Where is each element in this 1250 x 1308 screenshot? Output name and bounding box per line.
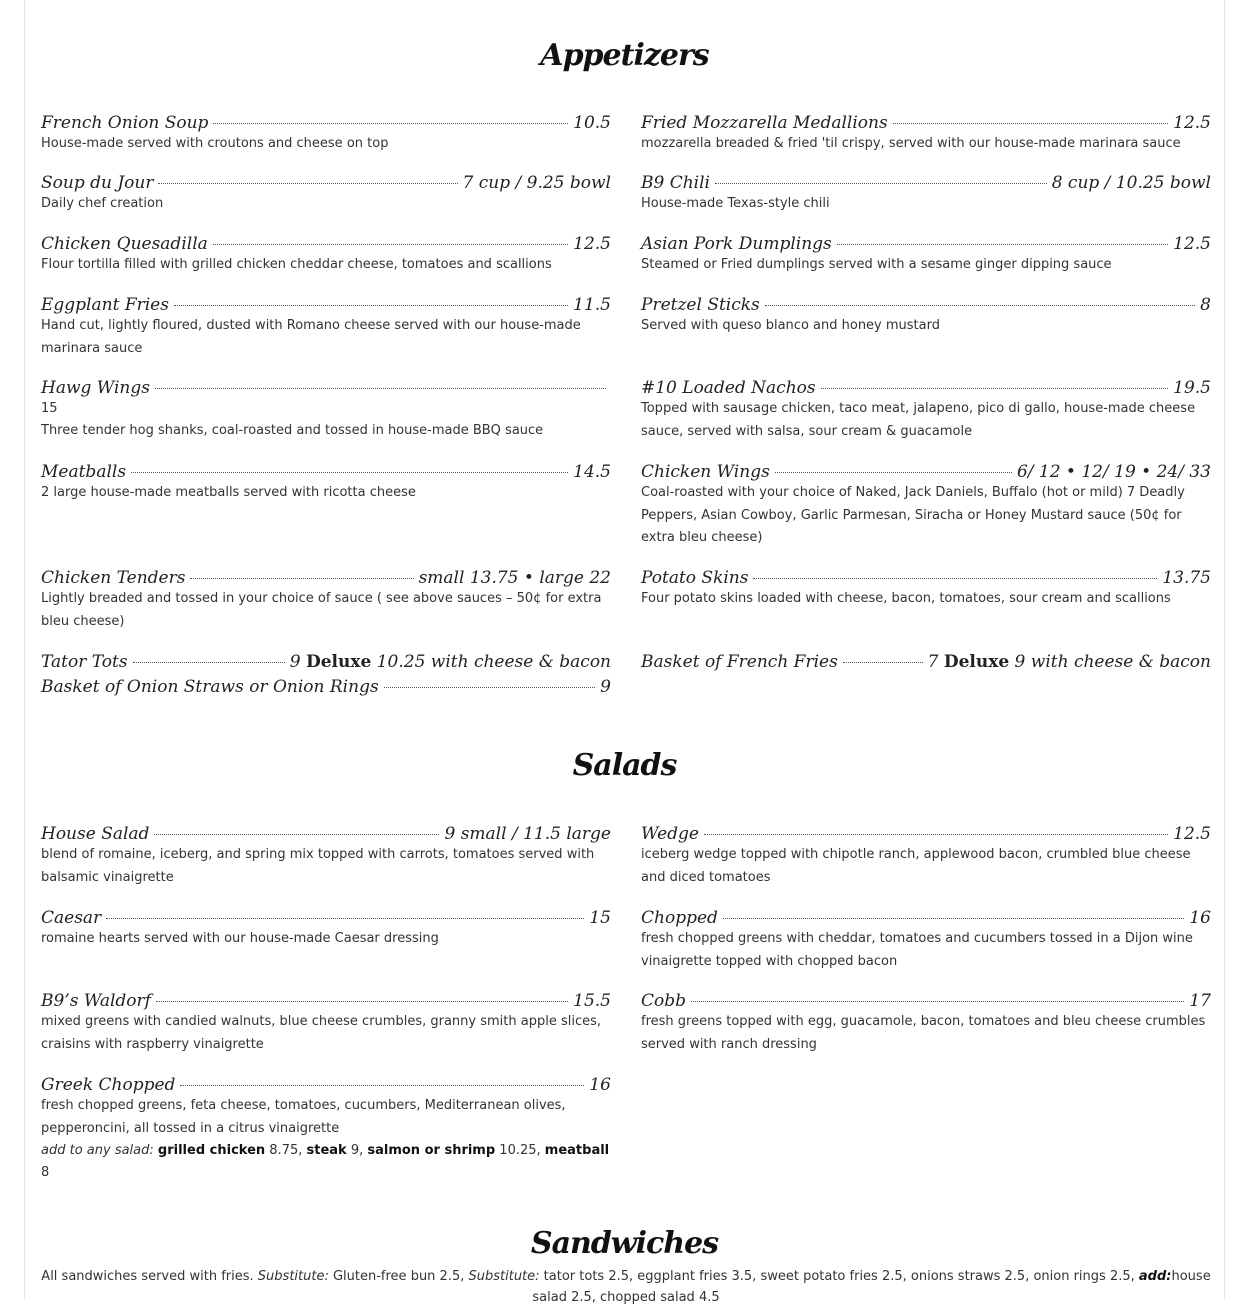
sandwiches-title: Sandwiches xyxy=(530,1226,719,1261)
item-name: Basket of Onion Straws or Onion Rings xyxy=(41,677,379,697)
menu-item xyxy=(41,676,611,698)
addon-item: steak xyxy=(306,1143,347,1158)
item-description: fresh chopped greens, feta cheese, tomatoes, cucumbers, Mediterranean olives, pepperoncini, all tossed in a citrus vinaigrette xyxy=(41,1098,566,1136)
item-price: 12.5 xyxy=(1173,824,1211,844)
menu-item xyxy=(41,907,611,951)
item-description: mixed greens with candied walnuts, blue cheese crumbles, granny smith apple slices, craisins with raspberry vinaigrette xyxy=(41,1014,601,1052)
item-name: Soup du Jour xyxy=(41,173,154,193)
leader-dots xyxy=(154,834,439,835)
item-description: Daily chef creation xyxy=(41,196,164,211)
salad-addons xyxy=(41,1140,611,1184)
item-description: Served with queso blanco and honey mustard xyxy=(641,318,940,333)
leader-dots xyxy=(704,834,1168,835)
leader-dots xyxy=(174,305,568,306)
addon-price: 9, xyxy=(346,1143,368,1158)
item-name: Basket of French Fries xyxy=(641,652,838,672)
item-name: Fried Mozzarella Medallions xyxy=(641,113,888,133)
item-description: romaine hearts served with our house-made Caesar dressing xyxy=(41,931,439,946)
item-name: French Onion Soup xyxy=(41,113,209,133)
item-price: 17 xyxy=(1189,991,1211,1011)
menu-item xyxy=(641,233,1211,277)
item-name: Hawg Wings xyxy=(41,378,150,398)
item-price: 12.5 xyxy=(573,234,611,254)
item-name: B9’s Waldorf xyxy=(41,991,151,1011)
item-description: fresh greens topped with egg, guacamole, bacon, tomatoes and bleu cheese crumbles served with ranch dressing xyxy=(641,1014,1206,1052)
leader-dots xyxy=(723,918,1184,919)
leader-dots xyxy=(156,1001,568,1002)
menu-item xyxy=(41,461,611,505)
item-price: 15.5 xyxy=(573,991,611,1011)
price-text: 10.25 with cheese & bacon xyxy=(371,652,611,672)
leader-dots xyxy=(837,244,1168,245)
item-description: Three tender hog shanks, coal-roasted and tossed in house-made BBQ sauce xyxy=(41,422,544,438)
item-price: 16 xyxy=(589,1075,611,1095)
item-description: Topped with sausage chicken, taco meat, jalapeno, pico di gallo, house-made cheese sauce, served with salsa, sour cream & guacamole xyxy=(641,401,1196,439)
sandwiches-note xyxy=(41,1266,1211,1308)
item-name: Cobb xyxy=(641,991,687,1011)
leader-dots xyxy=(155,388,606,389)
leader-dots xyxy=(106,918,584,919)
item-description: Steamed or Fried dumplings served with a sesame ginger dipping sauce xyxy=(641,257,1112,272)
deluxe-label: Deluxe xyxy=(305,652,372,672)
item-price: 6/ 12 • 12/ 19 • 24/ 33 xyxy=(1016,462,1211,482)
item-name: House Salad xyxy=(41,824,150,844)
menu-item xyxy=(41,172,611,216)
addon-lead: add to any salad: xyxy=(41,1143,154,1158)
item-name: B9 Chili xyxy=(641,173,710,193)
item-name: Eggplant Fries xyxy=(41,295,169,315)
leader-dots xyxy=(213,244,568,245)
item-price: 16 xyxy=(1189,908,1211,928)
item-name: Asian Pork Dumplings xyxy=(641,234,832,254)
price-text: 9 with cheese & bacon xyxy=(1009,652,1211,672)
note-text: tator tots 2.5, eggplant fries 3.5, sweet potato fries 2.5, onions straws 2.5, onion rings 2.5, xyxy=(539,1269,1139,1284)
leader-dots xyxy=(190,578,413,579)
leader-dots xyxy=(213,123,568,124)
leader-dots xyxy=(133,662,285,663)
item-name: #10 Loaded Nachos xyxy=(641,378,816,398)
item-name: Potato Skins xyxy=(641,568,749,588)
note-text: All sandwiches served with fries. xyxy=(41,1269,258,1284)
item-name: Chicken Wings xyxy=(641,462,770,482)
item-name: Wedge xyxy=(641,824,699,844)
menu-item xyxy=(41,1074,611,1184)
note-text: Gluten-free bun 2.5, xyxy=(328,1269,469,1284)
addon-item: grilled chicken xyxy=(157,1143,266,1158)
menu-item xyxy=(641,294,1211,338)
menu-item xyxy=(41,651,611,673)
menu-item xyxy=(641,651,1211,673)
item-description: Flour tortilla filled with grilled chicken cheddar cheese, tomatoes and scallions xyxy=(41,257,552,272)
item-price: 8 cup / 10.25 bowl xyxy=(1051,173,1211,193)
item-price xyxy=(928,651,1211,673)
item-description: House-made Texas-style chili xyxy=(641,196,830,211)
addon-item: meatball xyxy=(544,1143,610,1158)
item-name: Meatballs xyxy=(41,462,127,482)
item-name: Chopped xyxy=(641,908,718,928)
item-description: Hand cut, lightly floured, dusted with Romano cheese served with our house-made marinara sauce xyxy=(41,318,581,356)
menu-item xyxy=(41,567,611,633)
menu-item xyxy=(41,112,611,156)
leader-dots xyxy=(131,472,568,473)
item-price: 12.5 xyxy=(1173,234,1211,254)
item-description: blend of romaine, iceberg, and spring mix topped with carrots, tomatoes served with balsamic vinaigrette xyxy=(41,847,595,885)
item-description: Lightly breaded and tossed in your choice of sauce ( see above sauces – 50¢ for extra bleu cheese) xyxy=(41,591,602,629)
leader-dots xyxy=(843,662,923,663)
item-description: fresh chopped greens with cheddar, tomatoes and cucumbers tossed in a Dijon wine vinaigrette topped with chopped bacon xyxy=(641,931,1193,969)
item-price-line: 15 xyxy=(41,401,58,416)
leader-dots xyxy=(158,183,457,184)
leader-dots xyxy=(715,183,1047,184)
item-price: 19.5 xyxy=(1173,378,1211,398)
substitute-label: Substitute: xyxy=(468,1269,540,1284)
item-price xyxy=(290,651,611,673)
item-description: House-made served with croutons and cheese on top xyxy=(41,136,389,151)
addon-price: 8 xyxy=(41,1165,50,1180)
item-name: Greek Chopped xyxy=(41,1075,176,1095)
leader-dots xyxy=(691,1001,1184,1002)
price-text: 7 xyxy=(927,652,944,672)
menu-item xyxy=(41,823,611,889)
item-name: Chicken Tenders xyxy=(41,568,186,588)
menu-page xyxy=(24,0,1225,1305)
menu-item xyxy=(641,112,1211,156)
item-price: 10.5 xyxy=(573,113,611,133)
menu-item xyxy=(41,294,611,360)
substitute-label: Substitute: xyxy=(257,1269,329,1284)
menu-item xyxy=(641,377,1211,443)
deluxe-label: Deluxe xyxy=(943,652,1010,672)
item-price: 7 cup / 9.25 bowl xyxy=(462,173,611,193)
leader-dots xyxy=(893,123,1168,124)
menu-item xyxy=(41,990,611,1056)
item-price: 9 small / 11.5 large xyxy=(444,824,611,844)
menu-item xyxy=(41,233,611,277)
item-price: 15 xyxy=(589,908,611,928)
item-name: Caesar xyxy=(41,908,102,928)
item-description: Coal-roasted with your choice of Naked, Jack Daniels, Buffalo (hot or mild) 7 Deadly Peppers, Asian Cowboy, Garlic Parmesan, Siracha or Honey Mustard sauce (50¢ for extra bleu cheese) xyxy=(641,485,1185,545)
menu-item xyxy=(641,990,1211,1056)
leader-dots xyxy=(775,472,1012,473)
leader-dots xyxy=(180,1085,584,1086)
leader-dots xyxy=(821,388,1169,389)
item-description: iceberg wedge topped with chipotle ranch, applewood bacon, crumbled blue cheese and diced tomatoes xyxy=(641,847,1191,885)
item-description: mozzarella breaded & fried 'til crispy, served with our house-made marinara sauce xyxy=(641,136,1181,151)
item-price: 14.5 xyxy=(573,462,611,482)
menu-item xyxy=(641,461,1211,550)
menu-item xyxy=(41,377,611,442)
menu-item xyxy=(641,907,1211,973)
menu-item xyxy=(641,567,1211,611)
item-name: Pretzel Sticks xyxy=(641,295,760,315)
addon-price: 8.75, xyxy=(265,1143,307,1158)
addon-item: salmon or shrimp xyxy=(367,1143,496,1158)
item-price: small 13.75 • large 22 xyxy=(418,568,611,588)
item-name: Chicken Quesadilla xyxy=(41,234,208,254)
price-text: 9 xyxy=(289,652,306,672)
appetizers-title: Appetizers xyxy=(540,38,709,73)
item-price: 11.5 xyxy=(573,295,611,315)
add-label: add: xyxy=(1138,1269,1172,1284)
leader-dots xyxy=(765,305,1195,306)
salads-title: Salads xyxy=(572,748,677,783)
note-text: house salad 2.5, chopped salad 4.5 xyxy=(532,1269,1211,1305)
item-description: 2 large house-made meatballs served with ricotta cheese xyxy=(41,485,416,500)
leader-dots xyxy=(753,578,1157,579)
item-price: 13.75 xyxy=(1162,568,1211,588)
addon-price: 10.25, xyxy=(495,1143,545,1158)
item-price: 8 xyxy=(1200,295,1211,315)
item-price: 12.5 xyxy=(1173,113,1211,133)
item-price: 9 xyxy=(600,677,611,697)
menu-item xyxy=(641,172,1211,216)
item-description: Four potato skins loaded with cheese, bacon, tomatoes, sour cream and scallions xyxy=(641,591,1171,606)
menu-item xyxy=(641,823,1211,889)
leader-dots xyxy=(384,687,595,688)
item-name: Tator Tots xyxy=(41,652,128,672)
